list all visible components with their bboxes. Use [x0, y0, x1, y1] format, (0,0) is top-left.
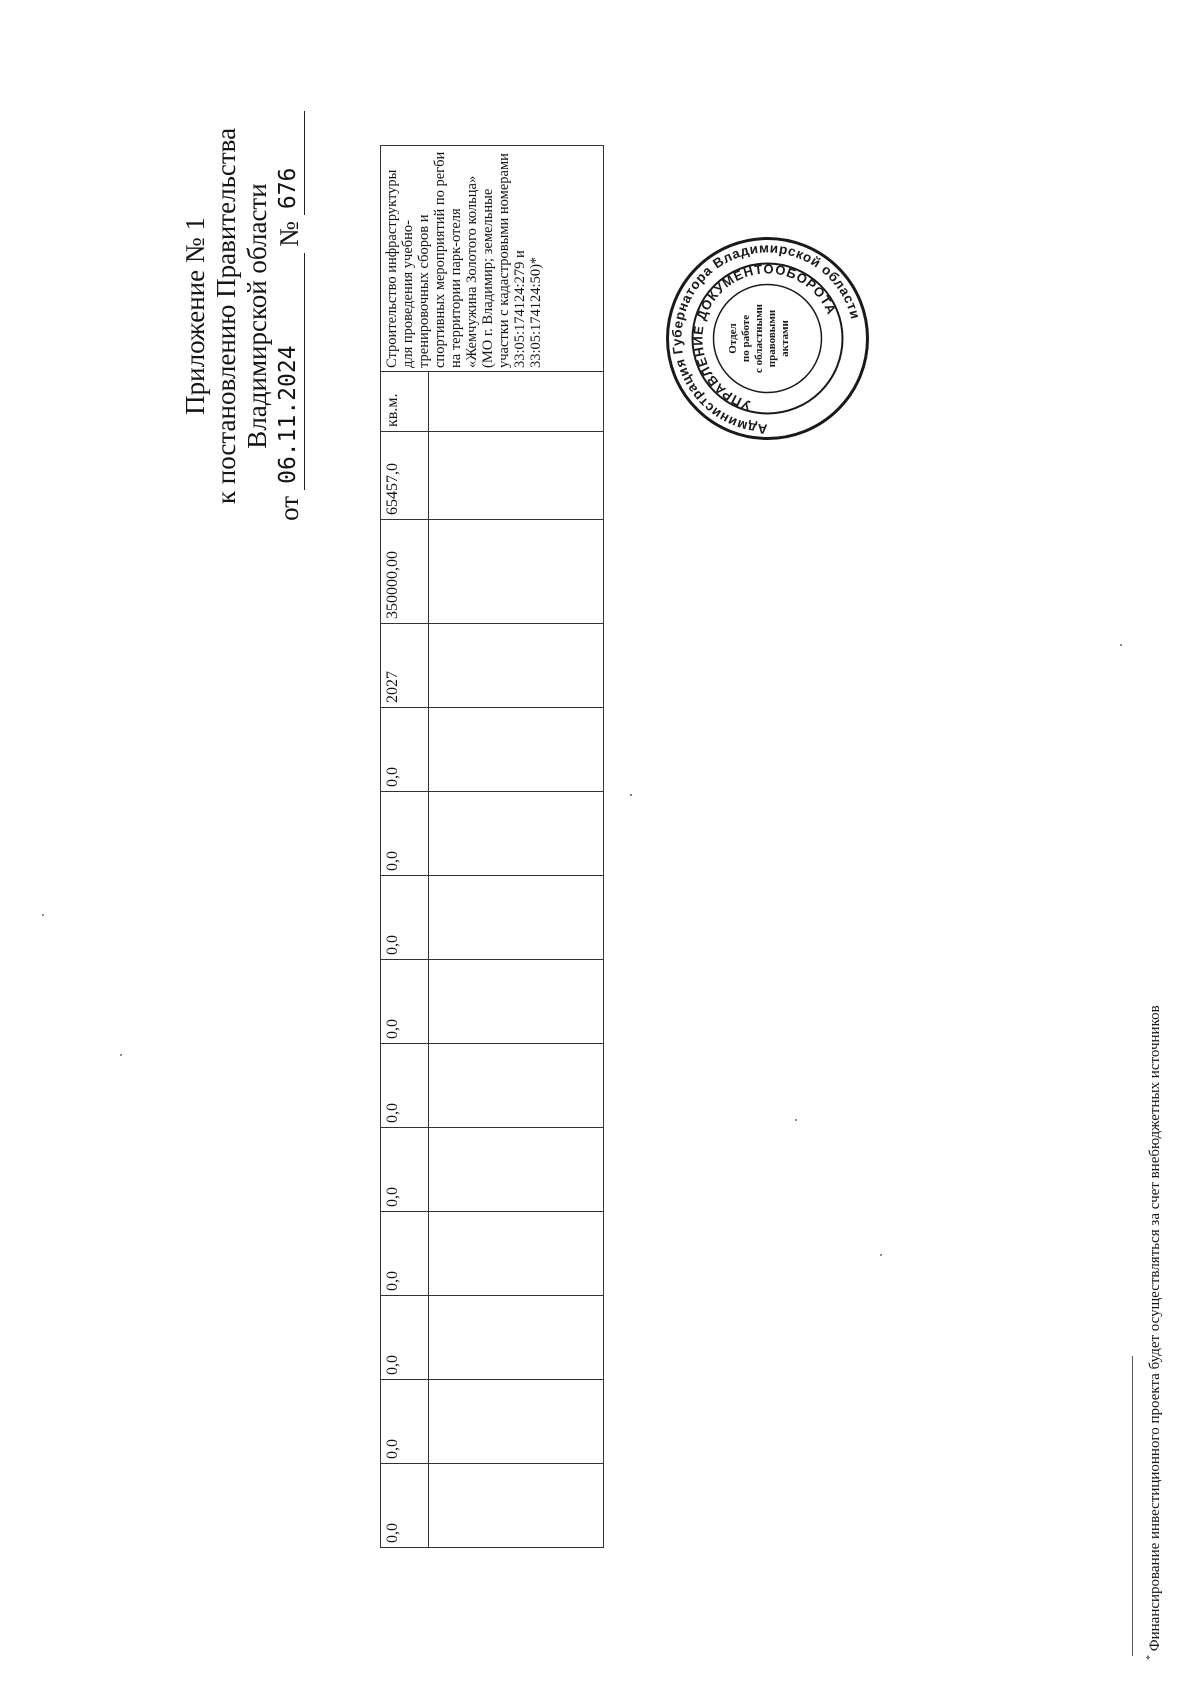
decree-date-line [273, 16, 305, 616]
appendix-header [180, 16, 305, 616]
table-cell: 2027 [381, 624, 429, 708]
table-cell [429, 876, 604, 960]
table-cell: 0,0 [381, 1380, 429, 1464]
seal-center-line: правовыми [766, 309, 778, 368]
appendix-title: Приложение № 1 [180, 217, 210, 415]
table-cell: 0,0 [381, 1464, 429, 1548]
table-cell: 0,0 [381, 792, 429, 876]
seal-mid-text: УПРАВЛЕНИЕ ДОКУМЕНТООБОРОТА [690, 261, 840, 414]
scan-speck [42, 914, 44, 916]
scan-speck [120, 1054, 122, 1056]
table-cell: 0,0 [381, 708, 429, 792]
table-cell [429, 1212, 604, 1296]
table-cell [429, 624, 604, 708]
table-cell: 0,0 [381, 876, 429, 960]
appendix-region: Владимирской области [242, 183, 272, 449]
table-cell: 0,0 [381, 1296, 429, 1380]
seal-center-line: актами [779, 320, 791, 357]
footnote [1142, 1005, 1164, 1660]
table-cell: 0,0 [381, 1044, 429, 1128]
seal-center-line: с областными [753, 303, 765, 374]
seal-center-line: по работе [740, 314, 752, 363]
table-cell [429, 1044, 604, 1128]
table-cell: 0,0 [381, 1212, 429, 1296]
table-cell: 350000,00 [381, 520, 429, 624]
table-cell: 65457,0 [381, 432, 429, 520]
table-cell [429, 1380, 604, 1464]
table-cell [429, 708, 604, 792]
project-description: Строительство инфраструктуры для проведения учебно-тренировочных сборов и спортивных мероприятий по регби на территории парк-отеля «Жемчужина Золотого кольца» (МО г. Владимир; земельные участки с кадастровыми номерами 33:05:174124:279 и 33:05:174124:50)* [381, 146, 604, 372]
table-cell: 0,0 [381, 1128, 429, 1212]
decree-number: 676 [273, 111, 305, 215]
table-cell [429, 432, 604, 520]
scan-speck [630, 795, 632, 797]
appendix-subtitle: к постановлению Правительства [211, 127, 241, 505]
table-cell [429, 520, 604, 624]
table-cell [429, 372, 604, 432]
table-row [381, 146, 429, 1548]
table-cell [429, 1128, 604, 1212]
scan-speck [880, 1254, 882, 1256]
from-label: от [274, 495, 304, 521]
investment-table [380, 145, 604, 1548]
number-label: № [274, 221, 304, 247]
scan-speck [1120, 644, 1122, 646]
scan-speck [795, 1119, 797, 1121]
table-cell [429, 960, 604, 1044]
table-cell [429, 792, 604, 876]
table-cell: 0,0 [381, 960, 429, 1044]
official-seal [665, 236, 870, 441]
table-cell [429, 1464, 604, 1548]
decree-date: 06.11.2024 [273, 253, 305, 490]
seal-icon [665, 236, 870, 441]
table-cell: кв.м. [381, 372, 429, 432]
seal-outer-text: Администрация Губернатора Владимирской области [669, 240, 864, 437]
seal-center-line: Отдел [727, 323, 739, 354]
table-cell [429, 1296, 604, 1380]
footnote-text: Финансирование инвестиционного проекта будет осуществляться за счет внебюджетных источников [1147, 1005, 1163, 1652]
footnote-marker: * [1145, 1655, 1156, 1660]
footnote-divider [1132, 1356, 1133, 1656]
